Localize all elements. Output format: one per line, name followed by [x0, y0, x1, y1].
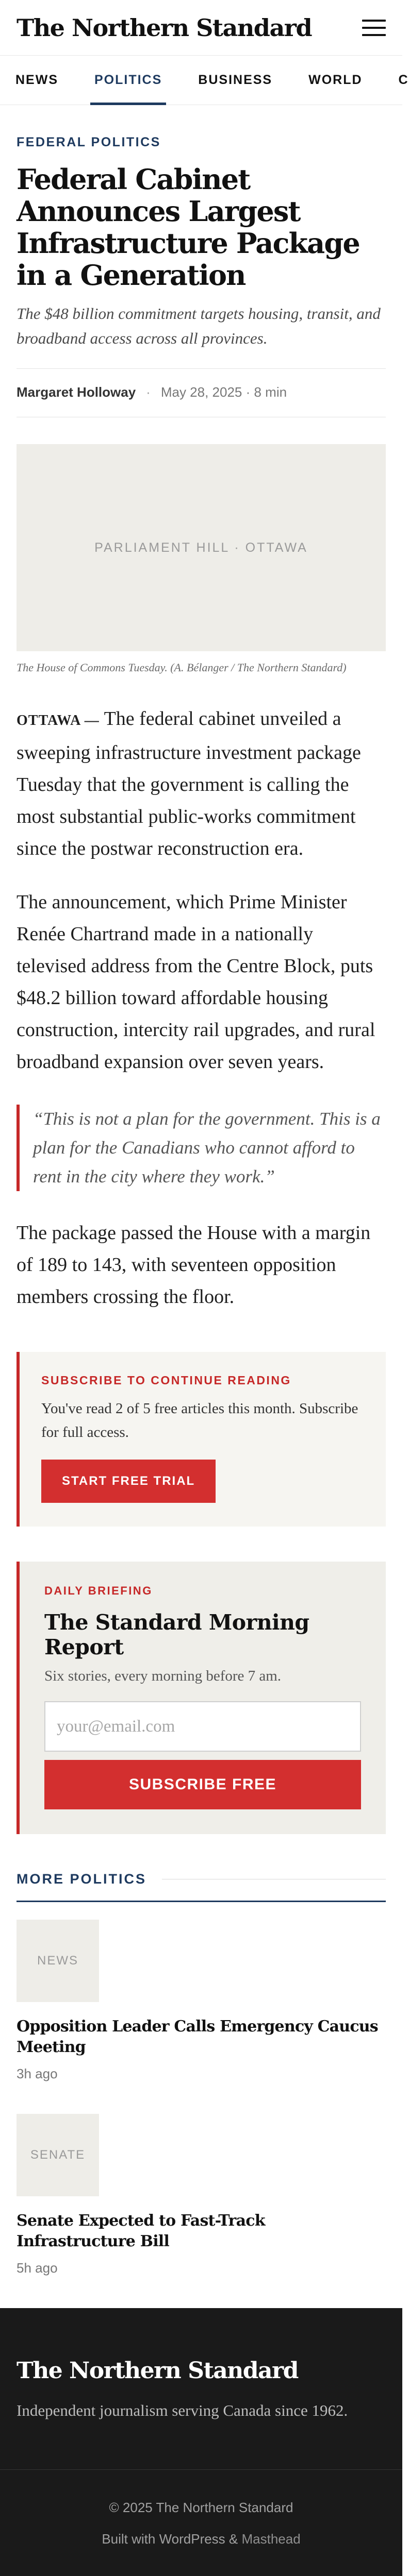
credits	[17, 2531, 386, 2547]
article-meta: May 28, 2025 · 8 min	[160, 384, 287, 400]
menu-bar	[362, 34, 386, 36]
footer-tagline: Independent journalism serving Canada since 1962.	[17, 2401, 348, 2419]
newsletter-title: The Standard Morning Report	[44, 1610, 309, 1659]
article-image	[17, 444, 386, 651]
paywall-message: You've read 2 of 5 free articles this month. Subscribe for full access.	[41, 1400, 358, 1440]
image-placeholder-label: PARLIAMENT HILL · OTTAWA	[94, 540, 308, 555]
article-paragraph	[17, 703, 386, 865]
credits-text: Built with WordPress &	[102, 2531, 242, 2547]
paywall-kicker: SUBSCRIBE TO CONTINUE READING	[41, 1374, 291, 1387]
menu-bar	[362, 20, 386, 22]
nav-item-politics[interactable]: POLITICS	[94, 56, 162, 105]
footer-legal	[0, 2470, 402, 2576]
paragraph-text: The federal cabinet unveiled a sweeping infrastructure investment package Tuesday that the government is calling the most substantial public-works commitment since the postwar reconstruction era.	[17, 708, 361, 859]
byline-separator: ·	[146, 384, 151, 400]
nav-item-news[interactable]: NEWS	[15, 73, 58, 87]
masthead	[0, 0, 402, 56]
footer-brand-block	[0, 2308, 402, 2470]
story-title[interactable]: Opposition Leader Calls Emergency Caucus Meeting	[17, 2018, 378, 2056]
newsletter-kicker: DAILY BRIEFING	[44, 1584, 153, 1597]
menu-bar	[362, 27, 386, 29]
author-name[interactable]: Margaret Holloway	[17, 384, 136, 400]
newsletter-signup	[17, 1562, 386, 1834]
paywall-box	[17, 1352, 386, 1527]
article-kicker[interactable]: FEDERAL POLITICS	[17, 135, 161, 149]
byline	[17, 369, 386, 417]
section-heading-label[interactable]: MORE POLITICS	[17, 1871, 147, 1887]
related-story[interactable]	[17, 1920, 386, 2082]
image-caption: The House of Commons Tuesday. (A. Bélanger / The Northern Standard)	[17, 661, 347, 674]
section-heading	[17, 1871, 386, 1902]
story-thumbnail[interactable]: SENATE	[17, 2114, 99, 2196]
newsletter-subtitle: Six stories, every morning before 7 am.	[44, 1668, 282, 1684]
article-headline: Federal Cabinet Announces Largest Infrastructure Package in a Generation	[17, 163, 359, 292]
site-footer	[0, 2308, 402, 2576]
article-paragraph: The announcement, which Prime Minister Renée Chartrand made in a nationally televised address from the Centre Block, puts $48.2 billion toward affordable housing construction, intercity rail upgrades, and rural broadband expansion over seven years.	[17, 891, 375, 1073]
start-free-trial-button[interactable]: START FREE TRIAL	[41, 1460, 216, 1503]
story-timestamp: 3h ago	[17, 2066, 58, 2081]
article	[0, 135, 402, 2276]
article-paragraph: The package passed the House with a margin of 189 to 143, with seventeen opposition members crossing the floor.	[17, 1222, 371, 1308]
related-story[interactable]	[17, 2114, 386, 2276]
article-dek: The $48 billion commitment targets housing, transit, and broadband access across all provinces.	[17, 301, 386, 369]
more-politics	[17, 1871, 386, 2276]
section-nav	[0, 56, 409, 105]
nav-item-overflow[interactable]: C	[398, 73, 409, 87]
dateline: OTTAWA —	[17, 713, 100, 728]
subscribe-free-button[interactable]: SUBSCRIBE FREE	[44, 1760, 361, 1809]
story-thumbnail[interactable]: NEWS	[17, 1920, 99, 2002]
story-title[interactable]: Senate Expected to Fast-Track Infrastructure Bill	[17, 2212, 265, 2250]
site-logo[interactable]: The Northern Standard	[17, 13, 312, 42]
footer-logo[interactable]: The Northern Standard	[17, 2358, 298, 2384]
story-timestamp: 5h ago	[17, 2260, 58, 2276]
nav-item-world[interactable]: WORLD	[308, 73, 363, 87]
nav-item-business[interactable]: BUSINESS	[198, 73, 273, 87]
masthead-link[interactable]: Masthead	[241, 2531, 301, 2547]
email-input[interactable]	[44, 1701, 361, 1752]
hamburger-menu-icon[interactable]	[362, 20, 386, 36]
pull-quote: “This is not a plan for the government. This is a plan for the Canadians who cannot afford to rent in the city where they work.”	[17, 1105, 386, 1191]
copyright: © 2025 The Northern Standard	[109, 2500, 293, 2515]
